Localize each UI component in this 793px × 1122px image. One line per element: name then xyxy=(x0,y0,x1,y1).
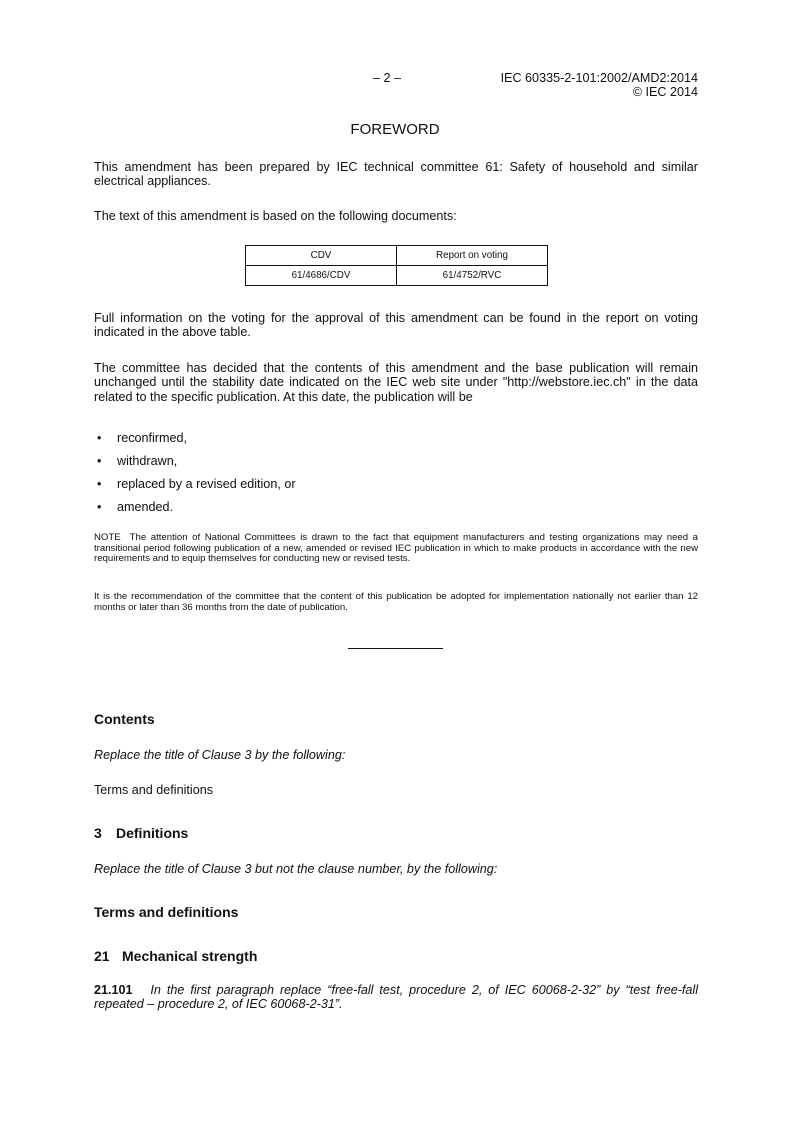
clause-3-heading xyxy=(94,825,188,841)
list-item: reconfirmed, xyxy=(117,431,187,445)
documents-table xyxy=(245,245,548,286)
note: NOTE The attention of National Committees is drawn to the fact that equipment manufacturers and testing organizations may need a transitional period following publication of a new, amended or revised IEC publication in which to make products in accordance with the new requirements and to equip themselves for conducting new or revised tests. xyxy=(94,532,701,565)
page-number: – 2 – xyxy=(373,71,402,85)
list-item: withdrawn, xyxy=(117,454,178,468)
subclause-text: In the first paragraph replace “free-fall test, procedure 2, of IEC 60068-2-32” by “test free-fall repeated – procedure 2, of IEC 60068-2-31”. xyxy=(94,983,698,1012)
clause-title: Mechanical strength xyxy=(122,948,258,964)
bullet-icon: • xyxy=(97,477,102,491)
table-header: CDV xyxy=(246,246,397,266)
foreword-paragraph: This amendment has been prepared by IEC technical committee 61: Safety of household and similar electrical appliances. xyxy=(94,160,698,189)
table-header-row xyxy=(246,246,548,266)
copyright: © IEC 2014 xyxy=(632,85,698,99)
clause-number: 3 xyxy=(94,825,102,841)
divider xyxy=(348,648,443,649)
clause-title: Definitions xyxy=(116,825,189,841)
subclause-number: 21.101 xyxy=(94,983,133,997)
table-header: Report on voting xyxy=(397,246,548,266)
table-cell: 61/4686/CDV xyxy=(246,266,397,286)
contents-text: Terms and definitions xyxy=(94,783,214,797)
clause-number: 21 xyxy=(94,948,110,964)
document-id: IEC 60335-2-101:2002/AMD2:2014 xyxy=(500,71,698,85)
clause-3-instruction: Replace the title of Clause 3 but not the clause number, by the following: xyxy=(94,862,498,876)
recommendation: It is the recommendation of the committee that the content of this publication be adopted for implementation nationally not earlier than 12 months or later than 36 months from the date of publication. xyxy=(94,591,698,613)
foreword-paragraph: The text of this amendment is based on the following documents: xyxy=(94,209,457,223)
table-row xyxy=(246,266,548,286)
bullet-icon: • xyxy=(97,500,102,514)
contents-heading: Contents xyxy=(94,711,155,727)
table-cell: 61/4752/RVC xyxy=(397,266,548,286)
list-item: amended. xyxy=(117,500,174,514)
foreword-title: FOREWORD xyxy=(350,121,440,138)
bullet-icon: • xyxy=(97,454,102,468)
foreword-paragraph: The committee has decided that the contents of this amendment and the base publication will remain unchanged until the stability date indicated on the IEC web site under "http://webstore.iec.ch" in the data related to the specific publication. At this date, the publication will be xyxy=(94,361,698,404)
list-item: replaced by a revised edition, or xyxy=(117,477,296,491)
document-header xyxy=(501,71,698,99)
subclause-21-101 xyxy=(94,983,698,1012)
bullet-icon: • xyxy=(97,431,102,445)
foreword-paragraph: Full information on the voting for the approval of this amendment can be found in the report on voting indicated in the above table. xyxy=(94,311,698,340)
contents-instruction: Replace the title of Clause 3 by the following: xyxy=(94,748,346,762)
clause-3-new-title: Terms and definitions xyxy=(94,904,239,920)
clause-21-heading xyxy=(94,948,257,964)
